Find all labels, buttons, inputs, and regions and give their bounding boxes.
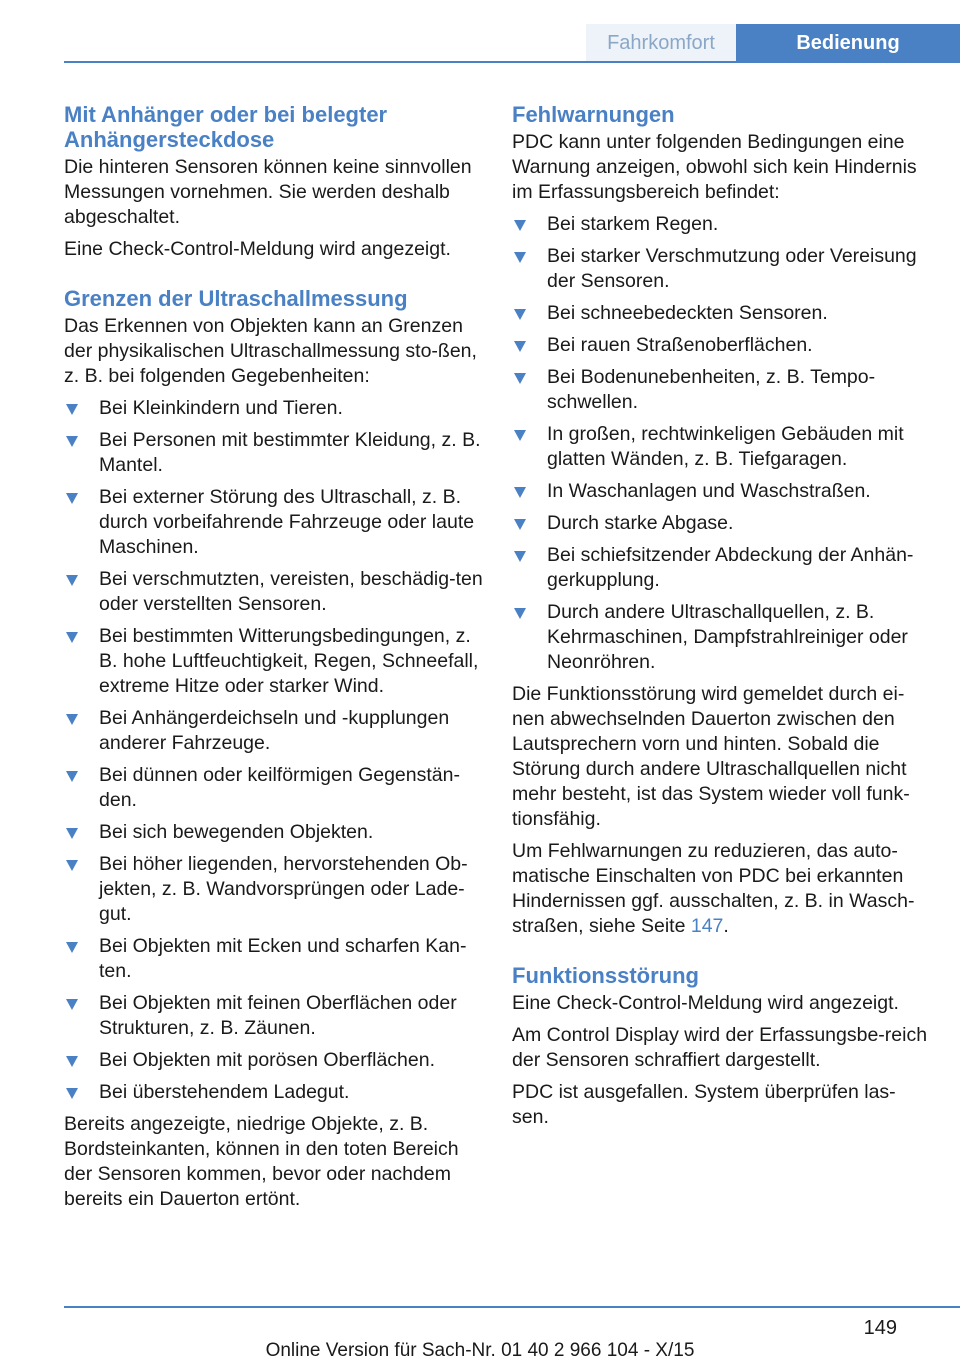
list-item-text: Bei Anhängerdeichseln und -kupplungen anderer Fahrzeuge.: [99, 707, 450, 754]
section-heading-trailer: Mit Anhänger oder bei belegter Anhängersteckdose: [64, 102, 388, 152]
list-item-text: Bei Objekten mit feinen Oberflächen oder Strukturen, z. B. Zäunen.: [99, 992, 457, 1039]
bullet-triangle-icon: [514, 309, 526, 320]
list-item: [512, 511, 930, 536]
header-tab-bedienung[interactable]: Bedienung: [736, 24, 960, 62]
bullet-triangle-icon: [66, 714, 78, 725]
bullet-triangle-icon: [514, 551, 526, 562]
paragraph-text: Um Fehlwarnungen zu reduzieren, das auto-matische Einschalten von PDC bei erkannten Hindernissen ggf. ausschalten, z. B. in Wasch-straßen, siehe Seite: [512, 840, 915, 937]
list-item-text: Bei externer Störung des Ultraschall, z. B. durch vorbeifahrende Fahrzeuge oder laute Maschinen.: [99, 486, 475, 558]
limits-list: [64, 396, 484, 1105]
list-item-text: Bei Objekten mit porösen Oberflächen.: [99, 1049, 436, 1071]
false-warnings-list: [512, 212, 930, 675]
paragraph: [512, 839, 930, 939]
list-item-text: In großen, rechtwinkeligen Gebäuden mit glatten Wänden, z. B. Tiefgaragen.: [547, 423, 904, 470]
list-item: [64, 763, 484, 813]
list-item-text: Bei starkem Regen.: [547, 213, 719, 235]
bullet-triangle-icon: [514, 487, 526, 498]
online-version-note: Online Version für Sach-Nr. 01 40 2 966 104 - X/15: [265, 1340, 695, 1361]
bullet-triangle-icon: [514, 341, 526, 352]
bullet-triangle-icon: [66, 860, 78, 871]
footer-divider: [64, 1306, 960, 1308]
list-item: [512, 301, 930, 326]
list-item: [64, 934, 484, 984]
paragraph: Eine Check-Control-Meldung wird angezeigt.: [512, 992, 899, 1014]
list-item-text: Bei Objekten mit Ecken und scharfen Kan-ten.: [99, 935, 467, 982]
list-item: [512, 479, 930, 504]
bullet-triangle-icon: [514, 252, 526, 263]
list-item-text: Bei Kleinkindern und Tieren.: [99, 397, 343, 419]
paragraph: PDC ist ausgefallen. System überprüfen las-sen.: [512, 1081, 896, 1128]
bullet-triangle-icon: [514, 519, 526, 530]
paragraph: Das Erkennen von Objekten kann an Grenzen der physikalischen Ultraschallmessung sto-ßen, z. B. bei folgenden Gegebenheiten:: [64, 315, 477, 387]
paragraph: Am Control Display wird der Erfassungsbe-reich der Sensoren schraffiert dargestellt.: [512, 1024, 928, 1071]
list-item-text: Bei höher liegenden, hervorstehenden Ob-jekten, z. B. Wandvorsprüngen oder Lade-gut.: [99, 853, 468, 925]
bullet-triangle-icon: [66, 1088, 78, 1099]
bullet-triangle-icon: [66, 493, 78, 504]
bullet-triangle-icon: [66, 771, 78, 782]
header-tab-fahrkomfort[interactable]: Fahrkomfort: [586, 24, 736, 62]
list-item-text: Bei rauen Straßenoberflächen.: [547, 334, 813, 356]
bullet-triangle-icon: [514, 220, 526, 231]
paragraph: Die hinteren Sensoren können keine sinnvollen Messungen vornehmen. Sie werden deshalb abgeschaltet.: [64, 156, 472, 228]
page-header: [0, 0, 960, 62]
list-item: [64, 624, 484, 699]
list-item: [64, 428, 484, 478]
list-item-text: Durch andere Ultraschallquellen, z. B. Kehrmaschinen, Dampfstrahlreiniger oder Neonröhren.: [547, 601, 908, 673]
list-item: [64, 1048, 484, 1073]
header-divider: [64, 61, 960, 63]
bullet-triangle-icon: [514, 608, 526, 619]
paragraph: Die Funktionsstörung wird gemeldet durch ei-nen abwechselnden Dauerton zwischen den Lautsprechern vorn und hinten. Sobald die Störung durch andere Ultraschallquellen nicht mehr besteht, ist das System wieder voll funk-tionsfähig.: [512, 683, 910, 830]
list-item: [512, 333, 930, 358]
list-item-text: Bei verschmutzten, vereisten, beschädig-ten oder verstellten Sensoren.: [99, 568, 483, 615]
right-column: [512, 102, 930, 1137]
section-heading-malfunction: Funktionsstörung: [512, 963, 699, 988]
list-item: [512, 244, 930, 294]
list-item: [512, 212, 930, 237]
bullet-triangle-icon: [66, 999, 78, 1010]
list-item-text: Bei starker Verschmutzung oder Vereisung der Sensoren.: [547, 245, 917, 292]
bullet-triangle-icon: [66, 1056, 78, 1067]
list-item: [64, 1080, 484, 1105]
list-item: [64, 991, 484, 1041]
list-item: [512, 543, 930, 593]
paragraph-end: .: [723, 915, 729, 937]
bullet-triangle-icon: [514, 373, 526, 384]
list-item-text: Bei Personen mit bestimmter Kleidung, z. B. Mantel.: [99, 429, 481, 476]
list-item-text: Bei schneebedeckten Sensoren.: [547, 302, 828, 324]
list-item-text: Bei dünnen oder keilförmigen Gegenstän-den.: [99, 764, 460, 811]
list-item: [512, 422, 930, 472]
section-heading-false-warnings: Fehlwarnungen: [512, 102, 675, 127]
page-number: 149: [863, 1317, 897, 1339]
page-reference-link[interactable]: 147: [690, 915, 724, 937]
left-column: [64, 102, 484, 1219]
list-item-text: Bei bestimmten Witterungsbedingungen, z. B. hohe Luftfeuchtigkeit, Regen, Schneefall, extreme Hitze oder starker Wind.: [99, 625, 479, 697]
list-item: [64, 820, 484, 845]
bullet-triangle-icon: [66, 632, 78, 643]
list-item: [64, 706, 484, 756]
bullet-triangle-icon: [66, 828, 78, 839]
paragraph: Eine Check-Control-Meldung wird angezeigt.: [64, 238, 451, 260]
list-item-text: Bei überstehendem Ladegut.: [99, 1081, 350, 1103]
section-heading-limits: Grenzen der Ultraschallmessung: [64, 286, 408, 311]
list-item: [512, 365, 930, 415]
list-item-text: Bei schiefsitzender Abdeckung der Anhän-gerkupplung.: [547, 544, 914, 591]
bullet-triangle-icon: [66, 436, 78, 447]
bullet-triangle-icon: [66, 942, 78, 953]
list-item-text: Durch starke Abgase.: [547, 512, 734, 534]
list-item-text: Bei sich bewegenden Objekten.: [99, 821, 374, 843]
bullet-triangle-icon: [514, 430, 526, 441]
list-item-text: In Waschanlagen und Waschstraßen.: [547, 480, 871, 502]
paragraph: Bereits angezeigte, niedrige Objekte, z. B. Bordsteinkanten, können in den toten Bereich der Sensoren kommen, bevor oder nachdem bereits ein Dauerton ertönt.: [64, 1113, 459, 1210]
list-item-text: Bei Bodenunebenheiten, z. B. Tempo-schwellen.: [547, 366, 876, 413]
list-item: [64, 485, 484, 560]
paragraph: PDC kann unter folgenden Bedingungen eine Warnung anzeigen, obwohl sich kein Hindernis im Erfassungsbereich befindet:: [512, 131, 917, 203]
list-item: [512, 600, 930, 675]
list-item: [64, 852, 484, 927]
list-item: [64, 567, 484, 617]
bullet-triangle-icon: [66, 575, 78, 586]
bullet-triangle-icon: [66, 404, 78, 415]
list-item: [64, 396, 484, 421]
